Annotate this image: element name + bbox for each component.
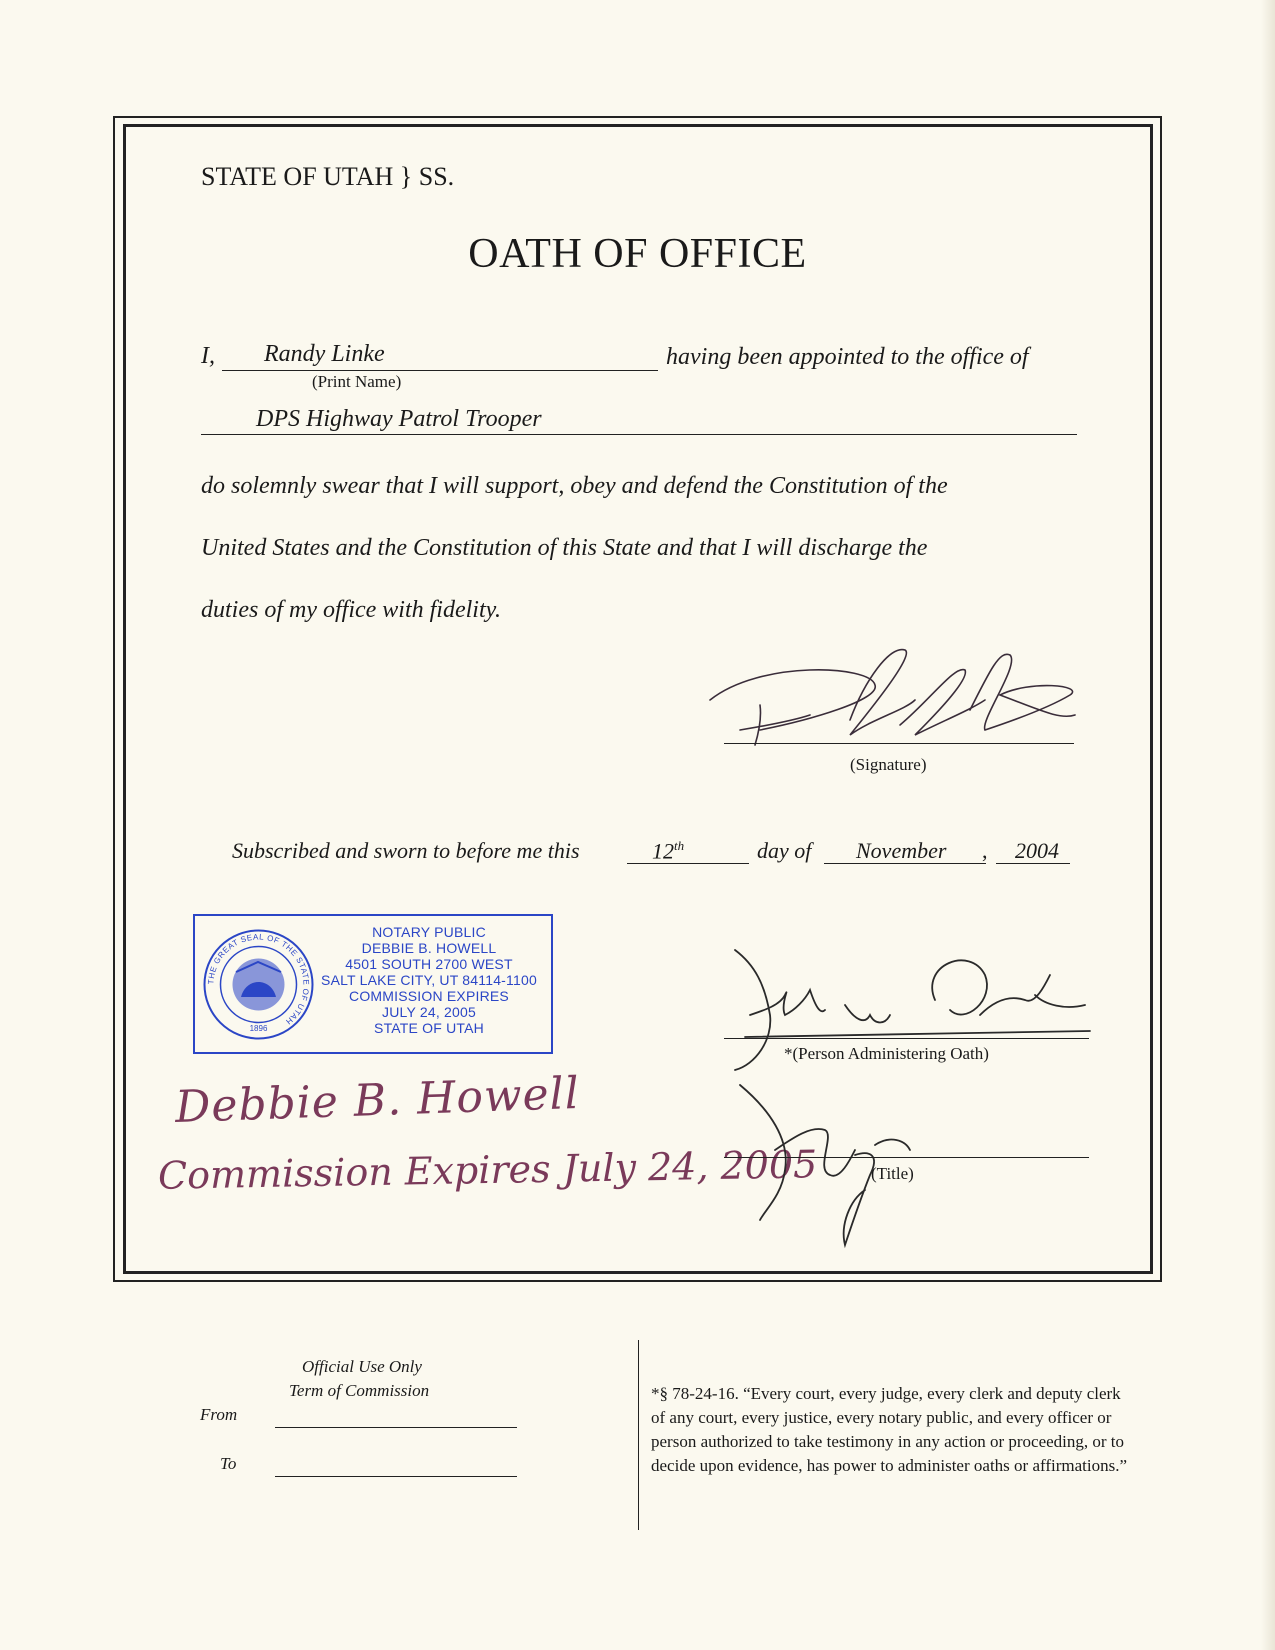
state-seal-icon <box>201 927 316 1042</box>
stamp-line-5: COMMISSION EXPIRES <box>349 988 509 1004</box>
term-of-commission-label: Term of Commission <box>289 1381 430 1400</box>
stamp-line-2: DEBBIE B. HOWELL <box>361 940 497 956</box>
sworn-comma: , <box>982 838 988 863</box>
stamp-text-block <box>313 924 545 1036</box>
signature-label: (Signature) <box>850 755 927 774</box>
seal-year: 1896 <box>249 1024 268 1033</box>
stamp-line-7: STATE OF UTAH <box>374 1020 484 1036</box>
oath-line-2: United States and the Constitution of this State and that I will discharge the <box>201 535 928 561</box>
stamp-line-1: NOTARY PUBLIC <box>372 924 486 940</box>
oath-line-3: duties of my office with fidelity. <box>201 597 501 623</box>
name-line <box>222 370 658 371</box>
print-name-label: (Print Name) <box>312 372 402 391</box>
sworn-year: 2004 <box>1015 838 1059 863</box>
sworn-day-number: 12 <box>652 838 674 864</box>
sworn-day-line <box>627 863 749 864</box>
stamp-line-4: SALT LAKE CITY, UT 84114-1100 <box>321 972 537 988</box>
office-value: DPS Highway Patrol Trooper <box>256 406 542 432</box>
to-line <box>275 1476 517 1477</box>
official-use-label: Official Use Only <box>302 1357 422 1376</box>
title-line <box>724 1157 1089 1158</box>
stamp-line-6: JULY 24, 2005 <box>382 1004 476 1020</box>
from-label: From <box>200 1405 238 1424</box>
commission-handwritten-note: Commission Expires July 24, 2005 <box>157 1142 818 1198</box>
administering-label: *(Person Administering Oath) <box>784 1044 989 1063</box>
sworn-day <box>652 838 684 864</box>
sworn-prefix: Subscribed and sworn to before me this <box>232 838 580 863</box>
signature-line <box>724 743 1074 744</box>
sworn-day-of: day of <box>757 838 812 863</box>
from-line <box>275 1427 517 1428</box>
appointee-signature <box>700 640 1080 770</box>
notary-handwritten-signature: Debbie B. Howell <box>174 1067 581 1134</box>
sworn-month: November <box>856 838 947 863</box>
to-label: To <box>220 1454 237 1473</box>
state-heading: STATE OF UTAH } SS. <box>201 162 455 191</box>
intro-prefix: I, <box>201 343 215 369</box>
stamp-line-3: 4501 SOUTH 2700 WEST <box>345 956 513 972</box>
administering-line <box>724 1038 1089 1039</box>
name-value: Randy Linke <box>264 341 385 367</box>
oath-line-1: do solemnly swear that I will support, obey and defend the Constitution of the <box>201 473 948 499</box>
appointed-text: having been appointed to the office of <box>666 344 1029 370</box>
document-title: OATH OF OFFICE <box>468 231 807 277</box>
seal-ring-text: THE GREAT SEAL OF THE STATE OF UTAH <box>206 932 311 1027</box>
sworn-day-suffix: th <box>674 838 685 853</box>
title-label: (Title) <box>871 1164 914 1183</box>
office-line <box>201 434 1077 435</box>
notary-stamp <box>193 914 553 1054</box>
statute-text: *§ 78-24-16. “Every court, every judge, every clerk and deputy clerk of any court, every justice, every notary public, and every officer or person authorized to take testimony in any action or proceeding, or to decide upon evidence, has power to administer oaths or affirmations.” <box>651 1384 1128 1475</box>
footer-divider <box>638 1340 639 1530</box>
